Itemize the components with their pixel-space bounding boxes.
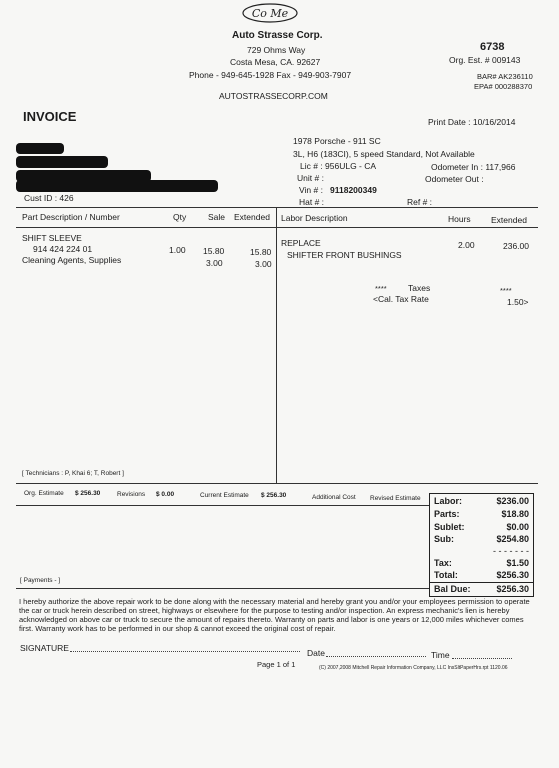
part-row-3-ext: 3.00 <box>255 259 272 269</box>
labor-row-1-ext: 236.00 <box>503 241 529 251</box>
current-estimate-value: $ 256.30 <box>261 492 287 499</box>
redacted-customer-line-4 <box>16 180 218 192</box>
labor-row-2-desc: SHIFTER FRONT BUSHINGS <box>287 250 402 260</box>
hat-number: Hat # : <box>299 197 325 207</box>
company-address-2: Costa Mesa, CA. 92627 <box>230 57 321 67</box>
part-row-2-sale: 15.80 <box>203 246 225 256</box>
tax-stars-right: **** <box>500 286 512 295</box>
customer-id: Cust ID : 426 <box>24 193 74 203</box>
page-number: Page 1 of 1 <box>257 660 296 669</box>
taxes-label: Taxes <box>408 283 431 293</box>
logo-lettering: Co Me <box>251 7 289 20</box>
authorization-rule <box>16 588 429 589</box>
labor-header-desc: Labor Description <box>281 213 348 223</box>
technicians: [ Technicians : P, Khai 6; T, Robert ] <box>22 470 124 477</box>
table-top-rule <box>16 207 538 208</box>
org-estimate-value: $ 256.30 <box>75 490 101 497</box>
total-tax: Tax: $1.50 <box>434 558 529 568</box>
additional-cost-label: Additional Cost <box>312 494 356 501</box>
vehicle-unit: Unit # : <box>297 173 324 183</box>
date-label: Date <box>307 648 325 658</box>
total-total: Total: $256.30 <box>434 570 529 580</box>
labor-row-1-hours: 2.00 <box>458 240 475 250</box>
redacted-customer-line-2 <box>16 156 108 168</box>
current-estimate-label: Current Estimate <box>200 492 249 499</box>
part-row-1-desc: SHIFT SLEEVE <box>22 233 82 243</box>
vehicle-engine: 3L, H6 (183CI), 5 speed Standard, Not Available <box>293 149 475 159</box>
table-bottom-rule <box>16 483 538 484</box>
part-row-2-qty: 1.00 <box>169 245 186 255</box>
signature-label: SIGNATURE <box>20 643 69 653</box>
time-line <box>452 658 512 659</box>
parts-header-qty: Qty <box>173 212 187 222</box>
org-estimate-label: Org. Estimate <box>24 490 64 497</box>
bar-number: BAR# AK236110 <box>477 72 533 81</box>
bal-due-rule <box>430 582 533 583</box>
part-row-3-sale: 3.00 <box>206 258 223 268</box>
authorization-text: I hereby authorize the above repair work to be done along with the necessary material and hereby grant you and/or your employees permission to operate the car or truck herein described on street, highways or elsewhere for the purpose to testing and/or inspection. An express mechanic's lien is hereby acknowledged on above car or truck to secure the amount of repairs thereto. Warranty on parts and labor is one years or 12,000 miles whichever comes first. Warranty work has to be performed in our shop & cannot exceed the original cost of repair. <box>19 597 530 633</box>
total-bal-due: Bal Due: $256.30 <box>434 584 529 594</box>
labor-header-hours: Hours <box>448 214 471 224</box>
ref-number: Ref # : <box>407 197 433 207</box>
vehicle-license: Lic # : 956ULG - CA <box>300 161 377 171</box>
vin-label: Vin # : <box>299 185 323 195</box>
vin-number: 9118200349 <box>330 185 377 195</box>
parts-header-desc: Part Description / Number <box>22 212 120 222</box>
tax-stars-left: **** <box>375 284 387 293</box>
revisions-value: $ 0.00 <box>156 491 175 498</box>
part-row-2-ext: 15.80 <box>250 247 272 257</box>
tax-rate-label: <Cal. Tax Rate <box>373 294 429 304</box>
company-logo <box>240 2 300 24</box>
parts-header-extended: Extended <box>234 212 270 222</box>
redacted-customer-line-1 <box>16 143 64 154</box>
labor-row-1-desc: REPLACE <box>281 238 321 248</box>
parts-labor-divider <box>276 207 277 483</box>
total-sub: Sub: $254.80 <box>434 534 529 544</box>
vehicle-model: 1978 Porsche - 911 SC <box>293 136 381 146</box>
company-phones: Phone - 949-645-1928 Fax - 949-903-7907 <box>189 70 352 80</box>
odometer-in: Odometer In : 117,966 <box>431 162 516 172</box>
totals-box: Labor: $236.00 Parts: $18.80 Sublet: $0.00 Sub: $254.80 - - - - - - - Tax: $1.50 Total: $256.30 Bal Due: $256.30 <box>429 493 534 597</box>
company-name: Auto Strasse Corp. <box>232 30 323 41</box>
part-row-2-desc: 914 424 224 01 <box>33 244 93 254</box>
total-sublet: Sublet: $0.00 <box>434 522 529 532</box>
copyright: (C) 2007,2008 Mitchell Repair Information Company, LLC InsSltPaperHrs.rpt 1120.06 <box>319 665 508 671</box>
revised-estimate-label: Revised Estimate <box>370 495 421 502</box>
signature-line <box>70 651 300 652</box>
epa-number: EPA# 000288370 <box>474 82 533 91</box>
labor-header-extended: Extended <box>491 215 527 225</box>
odometer-out: Odometer Out : <box>425 174 484 184</box>
time-label: Time <box>431 650 450 660</box>
invoice-title: INVOICE <box>23 109 77 124</box>
payments: [ Payments - ] <box>20 577 61 584</box>
date-line <box>326 656 426 657</box>
total-parts: Parts: $18.80 <box>434 509 529 519</box>
part-row-3-desc: Cleaning Agents, Supplies <box>22 255 122 265</box>
parts-header-sale: Sale <box>208 212 226 222</box>
org-est-number: Org. Est. # 009143 <box>449 55 521 65</box>
print-date: Print Date : 10/16/2014 <box>428 117 516 127</box>
revisions-label: Revisions <box>117 491 146 498</box>
estimates-rule <box>16 505 429 506</box>
company-website: AUTOSTRASSECORP.COM <box>219 91 328 101</box>
tax-rate-value: 1.50> <box>507 297 529 307</box>
invoice-number: 6738 <box>480 41 505 53</box>
company-address-1: 729 Ohms Way <box>247 45 306 55</box>
table-header-rule <box>16 227 538 228</box>
total-labor: Labor: $236.00 <box>434 496 529 506</box>
